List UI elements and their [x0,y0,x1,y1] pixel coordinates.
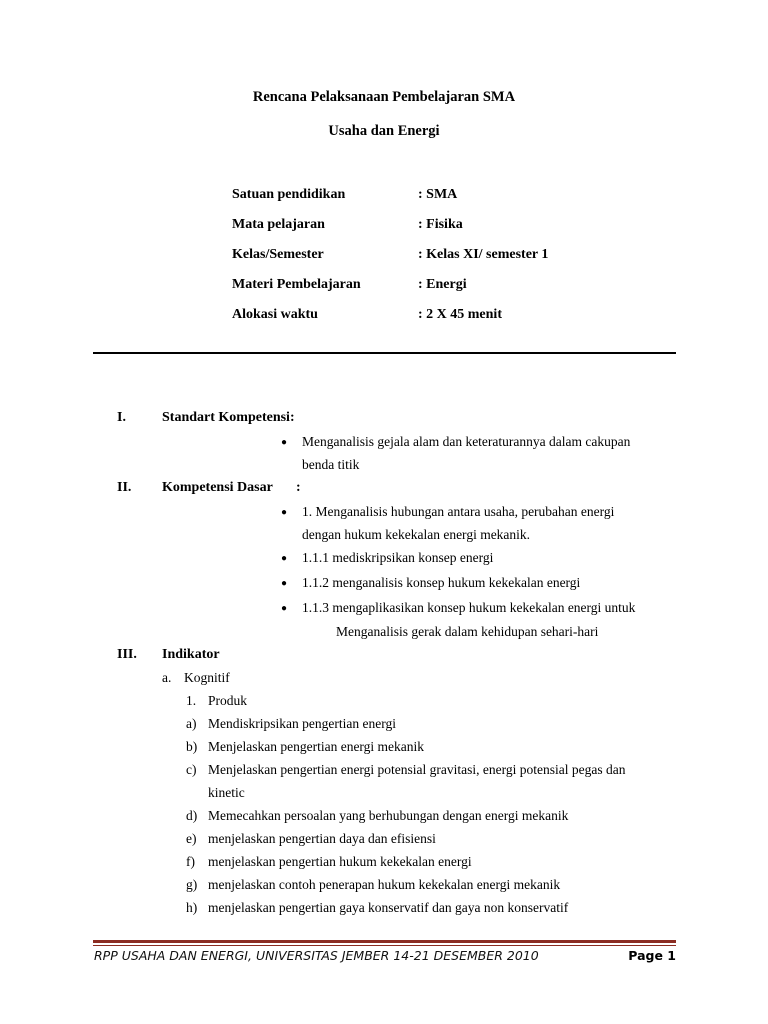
info-value-satuan: : SMA [418,187,458,202]
indicator-item: Menjelaskan pengertian energi mekanik [208,739,425,754]
s2-bullet4-line2: Menganalisis gerak dalam kehidupan sehari-hari [336,624,599,639]
indicator-item-continued: kinetic [208,785,245,800]
s2-bullet2: 1.1.1 mediskripsikan konsep energi [302,550,494,565]
document-subtitle: Usaha dan Energi [328,123,440,139]
bullet-icon: ● [281,437,288,448]
bullet-icon: ● [281,603,288,614]
info-label-mapel: Mata pelajaran [232,217,325,232]
document-title: Rencana Pelaksanaan Pembelajaran SMA [252,89,516,105]
s2-bullet1-line1: 1. Menganalisis hubungan antara usaha, perubahan energi [302,504,615,519]
sub-1-label: Produk [208,693,248,708]
s1-bullet-line1: Menganalisis gejala alam dan keteraturannya dalam cakupan [302,434,631,449]
sub-a-label: Kognitif [184,670,230,685]
indicator-item: Mendiskripsikan pengertian energi [208,716,396,731]
sub-1-marker: 1. [186,693,197,708]
header-divider [93,352,676,354]
info-value-kelas: : Kelas XI/ semester 1 [418,247,549,262]
section-2-numeral: II. [117,480,132,495]
s1-bullet-line2: benda titik [302,457,360,472]
indicator-marker: h) [186,900,198,915]
info-value-alokasi: : 2 X 45 menit [418,307,502,322]
section-3-numeral: III. [117,647,137,662]
indicator-marker: e) [186,831,197,846]
indicator-item: Memecahkan persoalan yang berhubungan dengan energi mekanik [208,808,569,823]
sub-a-marker: a. [162,670,172,685]
bullet-icon: ● [281,507,288,518]
section-1-title: Standart Kompetensi: [162,410,295,425]
indicator-marker: f) [186,854,195,869]
indicator-item: Menjelaskan pengertian energi potensial gravitasi, energi potensial pegas dan [208,762,626,777]
indicator-marker: b) [186,739,198,754]
bullet-icon: ● [281,578,288,589]
indicator-marker: a) [186,716,197,731]
page-number: Page 1 [628,948,676,963]
info-value-materi: : Energi [418,277,467,292]
section-1-numeral: I. [117,410,126,425]
indicator-item: menjelaskan contoh penerapan hukum kekekalan energi mekanik [208,877,561,892]
indicator-item: menjelaskan pengertian daya dan efisiensi [208,831,436,846]
info-label-satuan: Satuan pendidikan [232,187,346,202]
footer-rule-thick [93,940,676,943]
bullet-icon: ● [281,553,288,564]
indicator-marker: d) [186,808,198,823]
s2-bullet3: 1.1.2 menganalisis konsep hukum kekekalan energi [302,575,581,590]
indicator-item: menjelaskan pengertian gaya konservatif dan gaya non konservatif [208,900,569,915]
indicator-item: menjelaskan pengertian hukum kekekalan energi [208,854,472,869]
info-label-kelas: Kelas/Semester [232,247,324,262]
s2-bullet4-line1: 1.1.3 mengaplikasikan konsep hukum kekekalan energi untuk [302,600,636,615]
info-label-alokasi: Alokasi waktu [232,307,318,322]
info-label-materi: Materi Pembelajaran [232,277,361,292]
indicator-marker: g) [186,877,198,892]
info-value-mapel: : Fisika [418,217,463,232]
footer-rule-thin [93,945,676,946]
section-3-title: Indikator [162,647,220,662]
footer-text: RPP USAHA DAN ENERGI, UNIVERSITAS JEMBER 14-21 DESEMBER 2010 [94,948,539,963]
s2-bullet1-line2: dengan hukum kekekalan energi mekanik. [302,527,531,542]
indicator-marker: c) [186,762,197,777]
section-2-colon: : [296,480,301,495]
section-2-title: Kompetensi Dasar [162,480,273,495]
